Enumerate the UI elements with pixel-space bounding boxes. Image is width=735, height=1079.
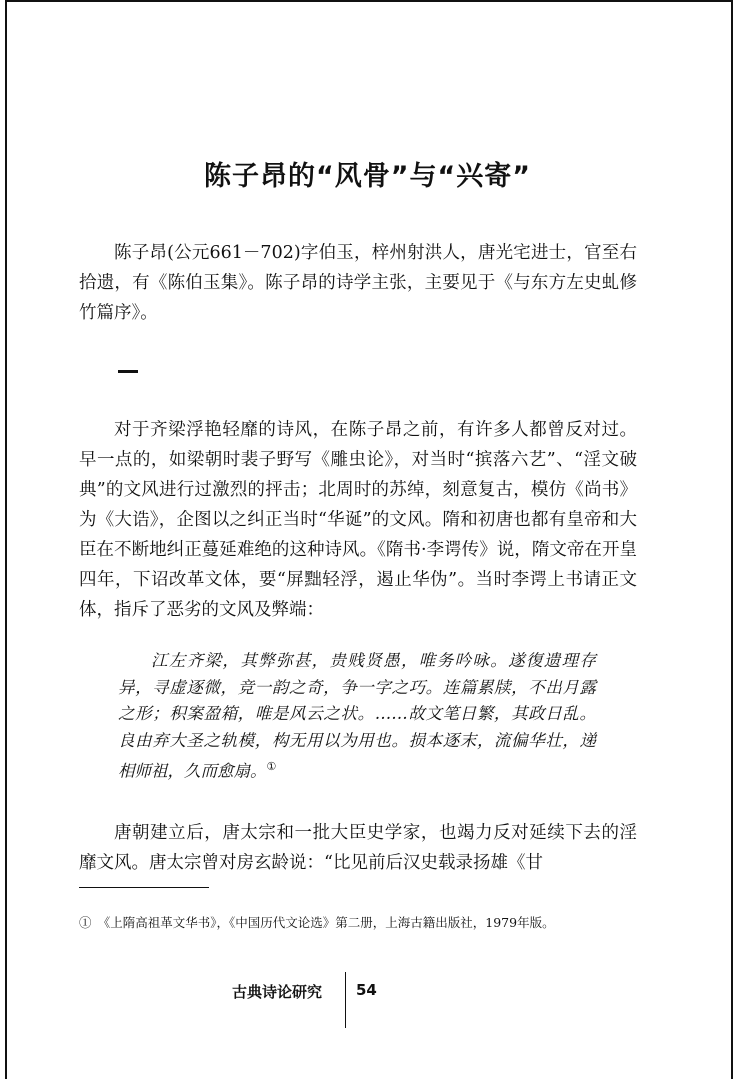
running-footer-title: 古典诗论研究 [232,983,323,1001]
chapter-title: 陈子昂的“风骨”与“兴寄” [204,161,531,193]
page-number: 54 [356,981,377,999]
intro-paragraph: 陈子昂(公元661－702)字伯玉，梓州射洪人，唐光宅进士，官至右拾遗，有《陈伯玉集》。陈子昂的诗学主张，主要见于《与东方左史虬修竹篇序》。 [79,243,637,323]
body-paragraph-2: 对于齐梁浮艳轻靡的诗风，在陈子昂之前，有许多人都曾反对过。早一点的，如梁朝时裴子野写《雕虫论》，对当时“摈落六艺”、“淫文破典”的文风进行过激烈的抨击；北周时的苏绰，刻意复古，模仿《尚书》为《大诰》，企图以之纠正当时“华诞”的文风。隋和初唐也都有皇帝和大臣在不断地纠正蔓延难绝的这种诗风。《隋书·李谔传》说，隋文帝在开皇四年，下诏改革文体，要“屏黜轻浮，遏止华伪”。当时李谔上书请正文体，指斥了恶劣的文风及弊端： [79,420,637,620]
footnote-marker: ① [266,760,277,773]
section-number-text [118,356,119,357]
page-frame-top [5,0,733,2]
section-number [118,370,138,373]
block-quote-text: 江左齐梁，其弊弥甚，贵贱贤愚，唯务吟咏。遂復遗理存异，寻虚逐微，竞一韵之奇，争一字之巧。连篇累牍，不出月露之形；积案盈箱，唯是风云之状。……故文笔日繁，其政日乱。良由弃大圣之轨模，构无用以为用也。损本逐末，流偏华壮，递相师祖，久而愈扇。 [118,651,596,781]
body-paragraph-3: 唐朝建立后，唐太宗和一批大臣史学家，也竭力反对延续下去的淫靡文风。唐太宗曾对房玄龄说：“比见前后汉史载录扬雄《甘 [79,823,637,873]
footnote-rule [79,887,209,888]
footnote: ① 《上隋高祖革文华书》，《中国历代文论选》第二册，上海古籍出版社，1979年版。 [79,915,555,930]
block-quote [118,648,596,785]
footer-divider [345,972,346,1028]
